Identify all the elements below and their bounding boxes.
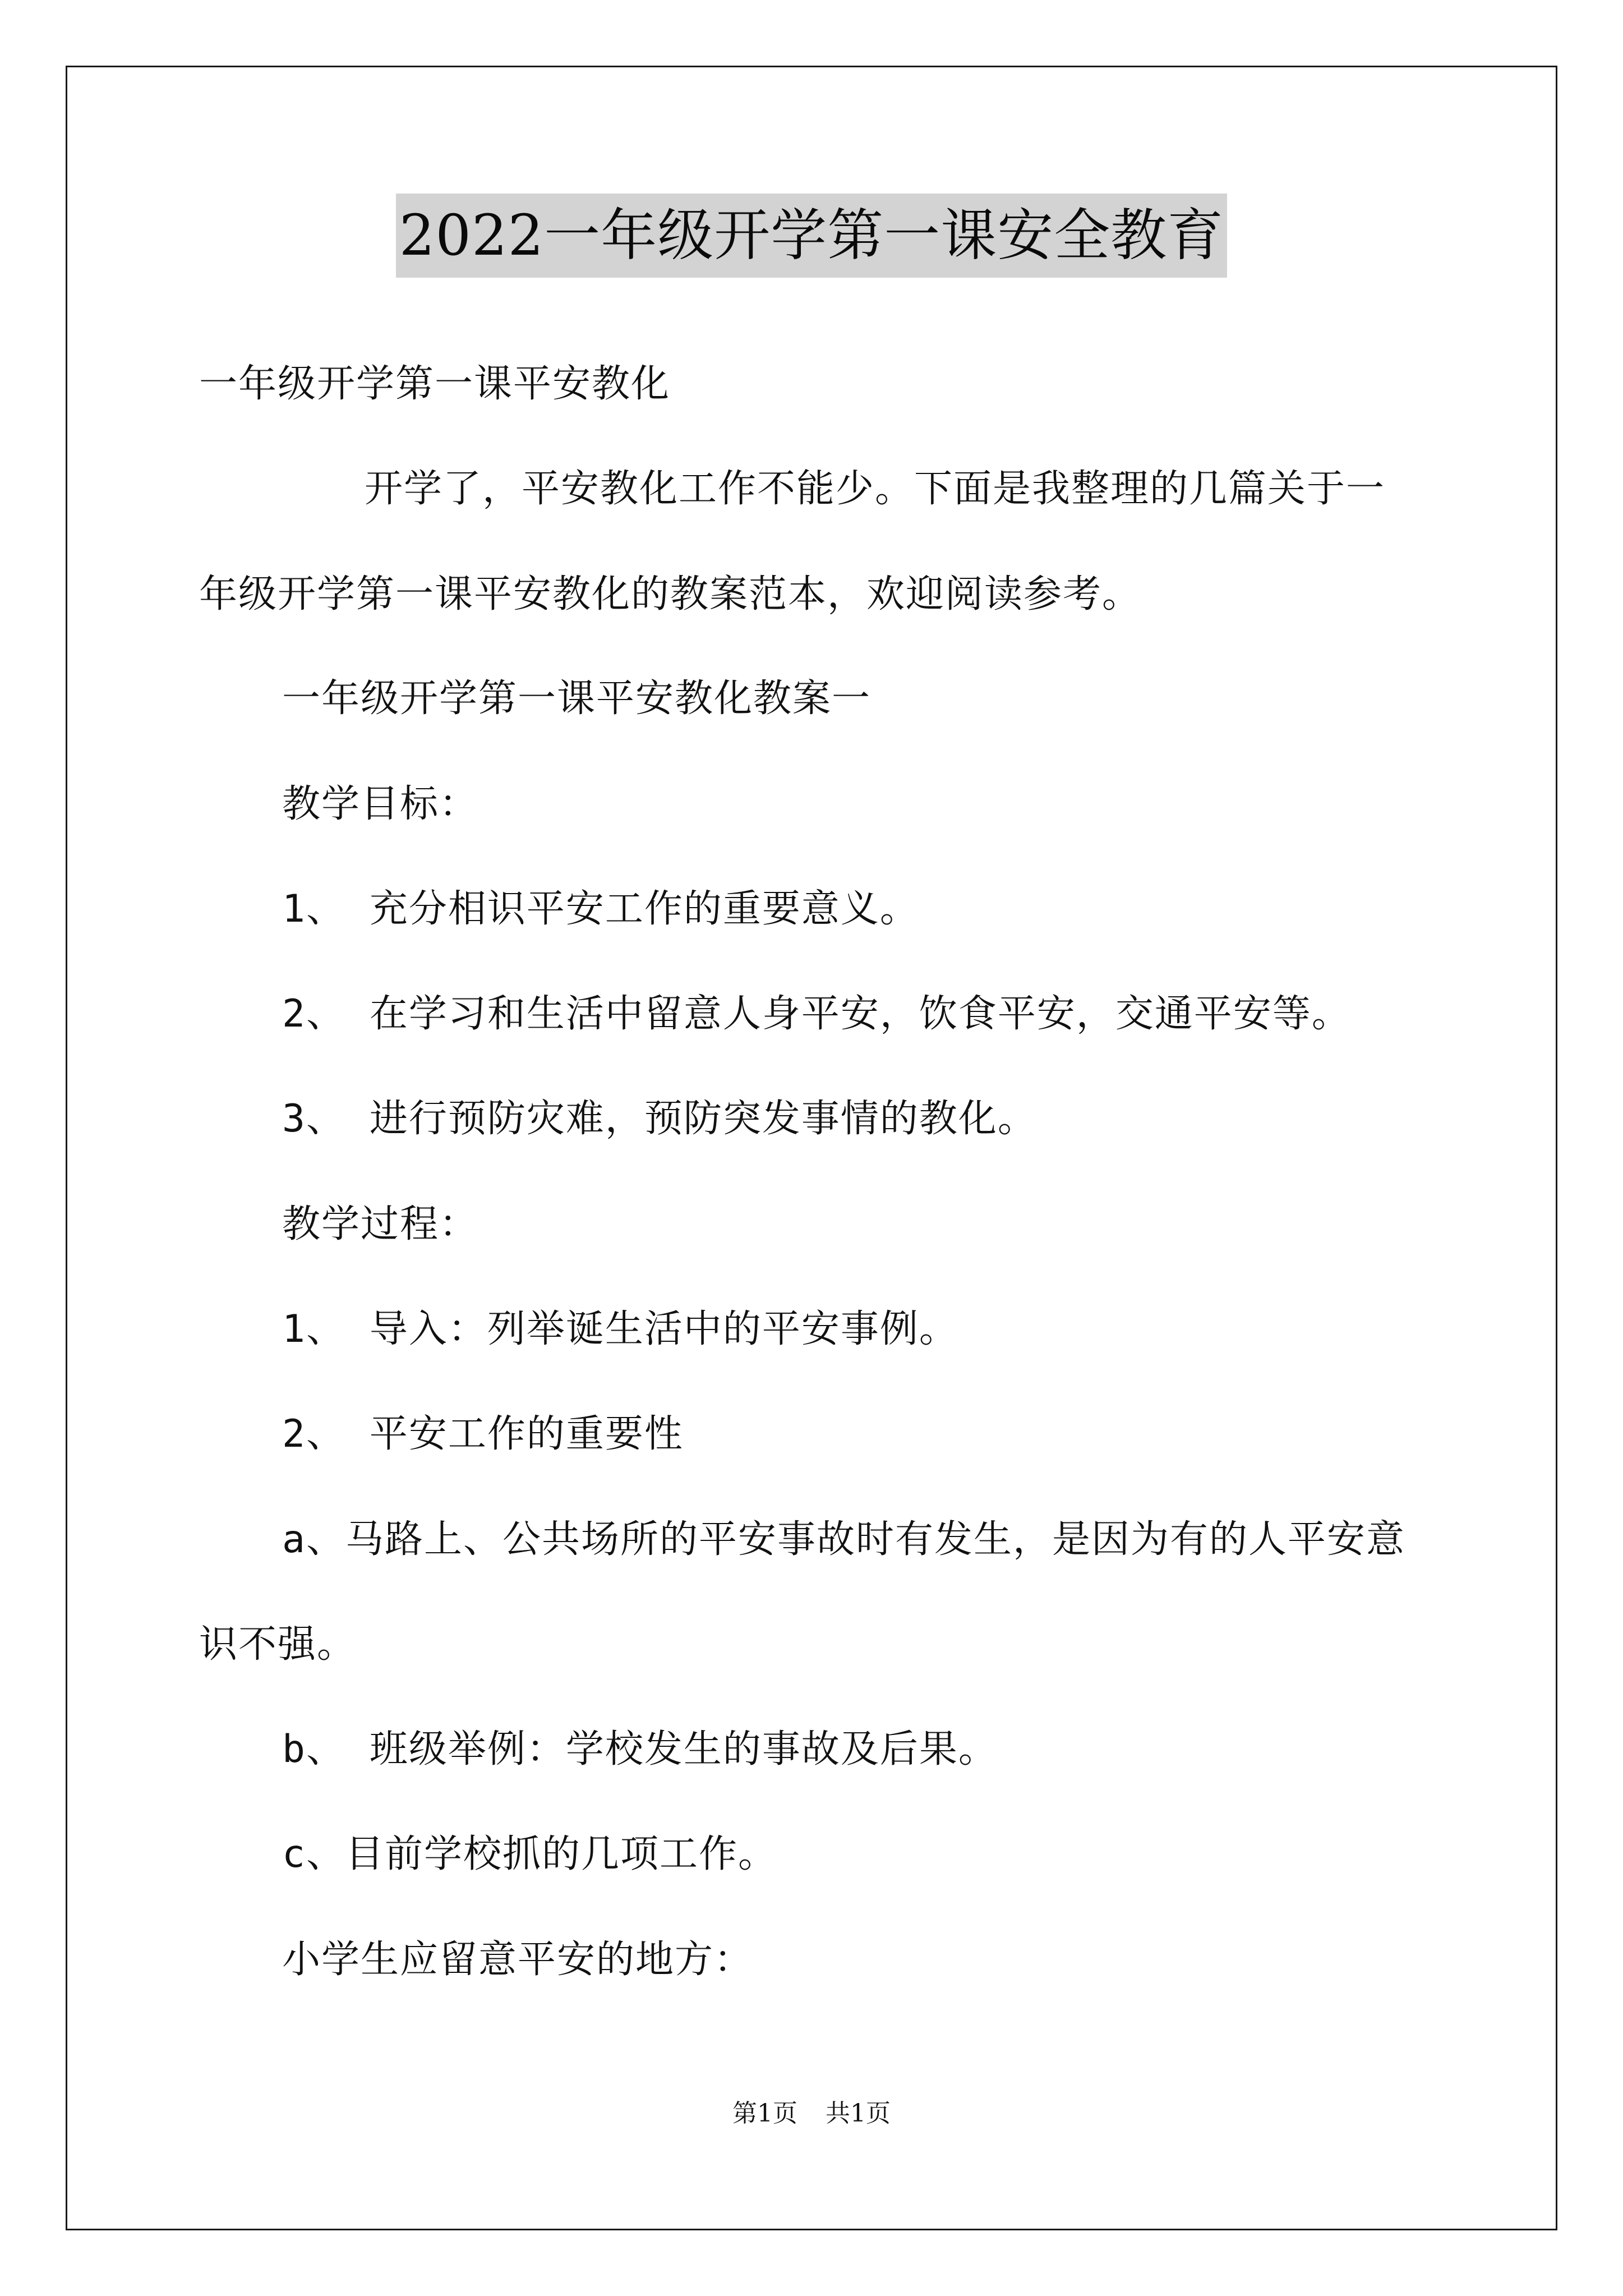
paragraph-line: 小学生应留意平安的地方： — [282, 1938, 754, 1982]
section-heading: 教学过程： — [282, 1202, 479, 1246]
list-item: 3、 进行预防灾难，预防突发事情的教化。 — [282, 1097, 1037, 1141]
list-item: c、目前学校抓的几项工作。 — [282, 1832, 777, 1876]
page-footer — [0, 2097, 1623, 2131]
paragraph-line: a、马路上、公共场所的平安事故时有发生，是因为有的人平安意 — [282, 1517, 1405, 1562]
list-item: 1、 充分相识平安工作的重要意义。 — [282, 887, 919, 931]
list-item: 2、 在学习和生活中留意人身平安，饮食平安，交通平安等。 — [282, 992, 1351, 1036]
list-item: 2、 平安工作的重要性 — [282, 1412, 684, 1456]
paragraph-line: 识不强。 — [199, 1622, 357, 1667]
section-heading: 教学目标： — [282, 782, 479, 826]
page-total: 共1页 — [826, 2099, 891, 2128]
list-item: 1、 导入：列举诞生活中的平安事例。 — [282, 1307, 958, 1351]
list-item: b、 班级举例：学校发生的事故及后果。 — [282, 1727, 998, 1772]
document-title: 2022一年级开学第一课安全教育 — [396, 194, 1228, 278]
document-subtitle: 一年级开学第一课平安教化 — [199, 362, 671, 406]
paragraph-line: 开学了，平安教化工作不能少。下面是我整理的几篇关于一 — [365, 467, 1386, 511]
section-heading: 一年级开学第一课平安教化教案一 — [282, 677, 872, 721]
paragraph-line: 年级开学第一课平安教化的教案范本，欢迎阅读参考。 — [199, 572, 1142, 616]
title-container — [0, 194, 1623, 278]
page-number: 第1页 — [732, 2099, 797, 2128]
